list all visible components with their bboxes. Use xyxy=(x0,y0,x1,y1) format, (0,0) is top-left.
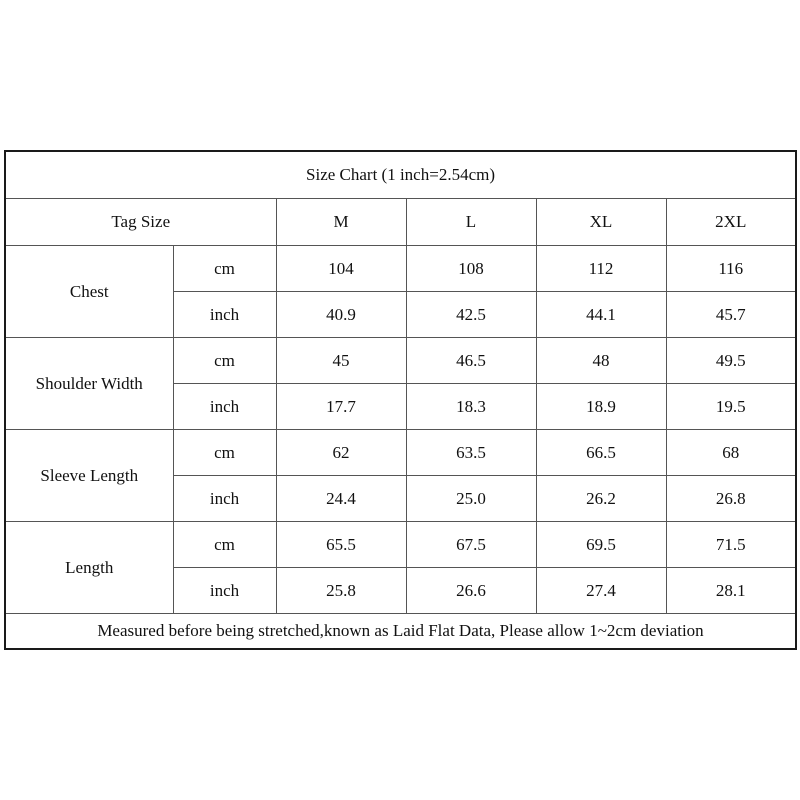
size-header: XL xyxy=(536,199,666,246)
table-cell: 27.4 xyxy=(536,568,666,614)
measurement-note: Measured before being stretched,known as Laid Flat Data, Please allow 1~2cm deviation xyxy=(5,614,796,650)
table-cell: 19.5 xyxy=(666,384,796,430)
measurement-label: Sleeve Length xyxy=(5,430,173,522)
measurement-label: Chest xyxy=(5,246,173,338)
table-cell: 116 xyxy=(666,246,796,292)
table-cell: 46.5 xyxy=(406,338,536,384)
header-row xyxy=(5,199,796,246)
table-cell: 44.1 xyxy=(536,292,666,338)
table-cell: 26.6 xyxy=(406,568,536,614)
table-cell: 66.5 xyxy=(536,430,666,476)
measurement-label: Shoulder Width xyxy=(5,338,173,430)
table-cell: 71.5 xyxy=(666,522,796,568)
table-cell: 26.2 xyxy=(536,476,666,522)
table-cell: 25.8 xyxy=(276,568,406,614)
table-cell: 69.5 xyxy=(536,522,666,568)
table-row xyxy=(5,338,796,384)
table-cell: 104 xyxy=(276,246,406,292)
unit-label: inch xyxy=(173,292,276,338)
table-cell: 26.8 xyxy=(666,476,796,522)
table-cell: 62 xyxy=(276,430,406,476)
unit-label: cm xyxy=(173,246,276,292)
table-cell: 67.5 xyxy=(406,522,536,568)
size-header: L xyxy=(406,199,536,246)
table-cell: 17.7 xyxy=(276,384,406,430)
title-row xyxy=(5,151,796,199)
tag-size-header: Tag Size xyxy=(5,199,276,246)
unit-label: cm xyxy=(173,430,276,476)
unit-label: inch xyxy=(173,476,276,522)
measurement-label: Length xyxy=(5,522,173,614)
unit-label: inch xyxy=(173,384,276,430)
table-row xyxy=(5,246,796,292)
unit-label: cm xyxy=(173,338,276,384)
table-cell: 45 xyxy=(276,338,406,384)
table-row xyxy=(5,522,796,568)
size-chart-body xyxy=(5,151,796,649)
table-cell: 25.0 xyxy=(406,476,536,522)
table-cell: 68 xyxy=(666,430,796,476)
unit-label: inch xyxy=(173,568,276,614)
table-cell: 108 xyxy=(406,246,536,292)
table-cell: 48 xyxy=(536,338,666,384)
table-cell: 24.4 xyxy=(276,476,406,522)
table-cell: 28.1 xyxy=(666,568,796,614)
table-cell: 45.7 xyxy=(666,292,796,338)
table-cell: 63.5 xyxy=(406,430,536,476)
table-cell: 18.9 xyxy=(536,384,666,430)
table-cell: 42.5 xyxy=(406,292,536,338)
table-cell: 112 xyxy=(536,246,666,292)
table-cell: 40.9 xyxy=(276,292,406,338)
table-row xyxy=(5,430,796,476)
size-chart-container xyxy=(4,150,796,650)
size-header: 2XL xyxy=(666,199,796,246)
table-cell: 65.5 xyxy=(276,522,406,568)
note-row xyxy=(5,614,796,650)
unit-label: cm xyxy=(173,522,276,568)
chart-title: Size Chart (1 inch=2.54cm) xyxy=(5,151,796,199)
size-chart-table xyxy=(4,150,797,650)
table-cell: 18.3 xyxy=(406,384,536,430)
table-cell: 49.5 xyxy=(666,338,796,384)
size-header: M xyxy=(276,199,406,246)
